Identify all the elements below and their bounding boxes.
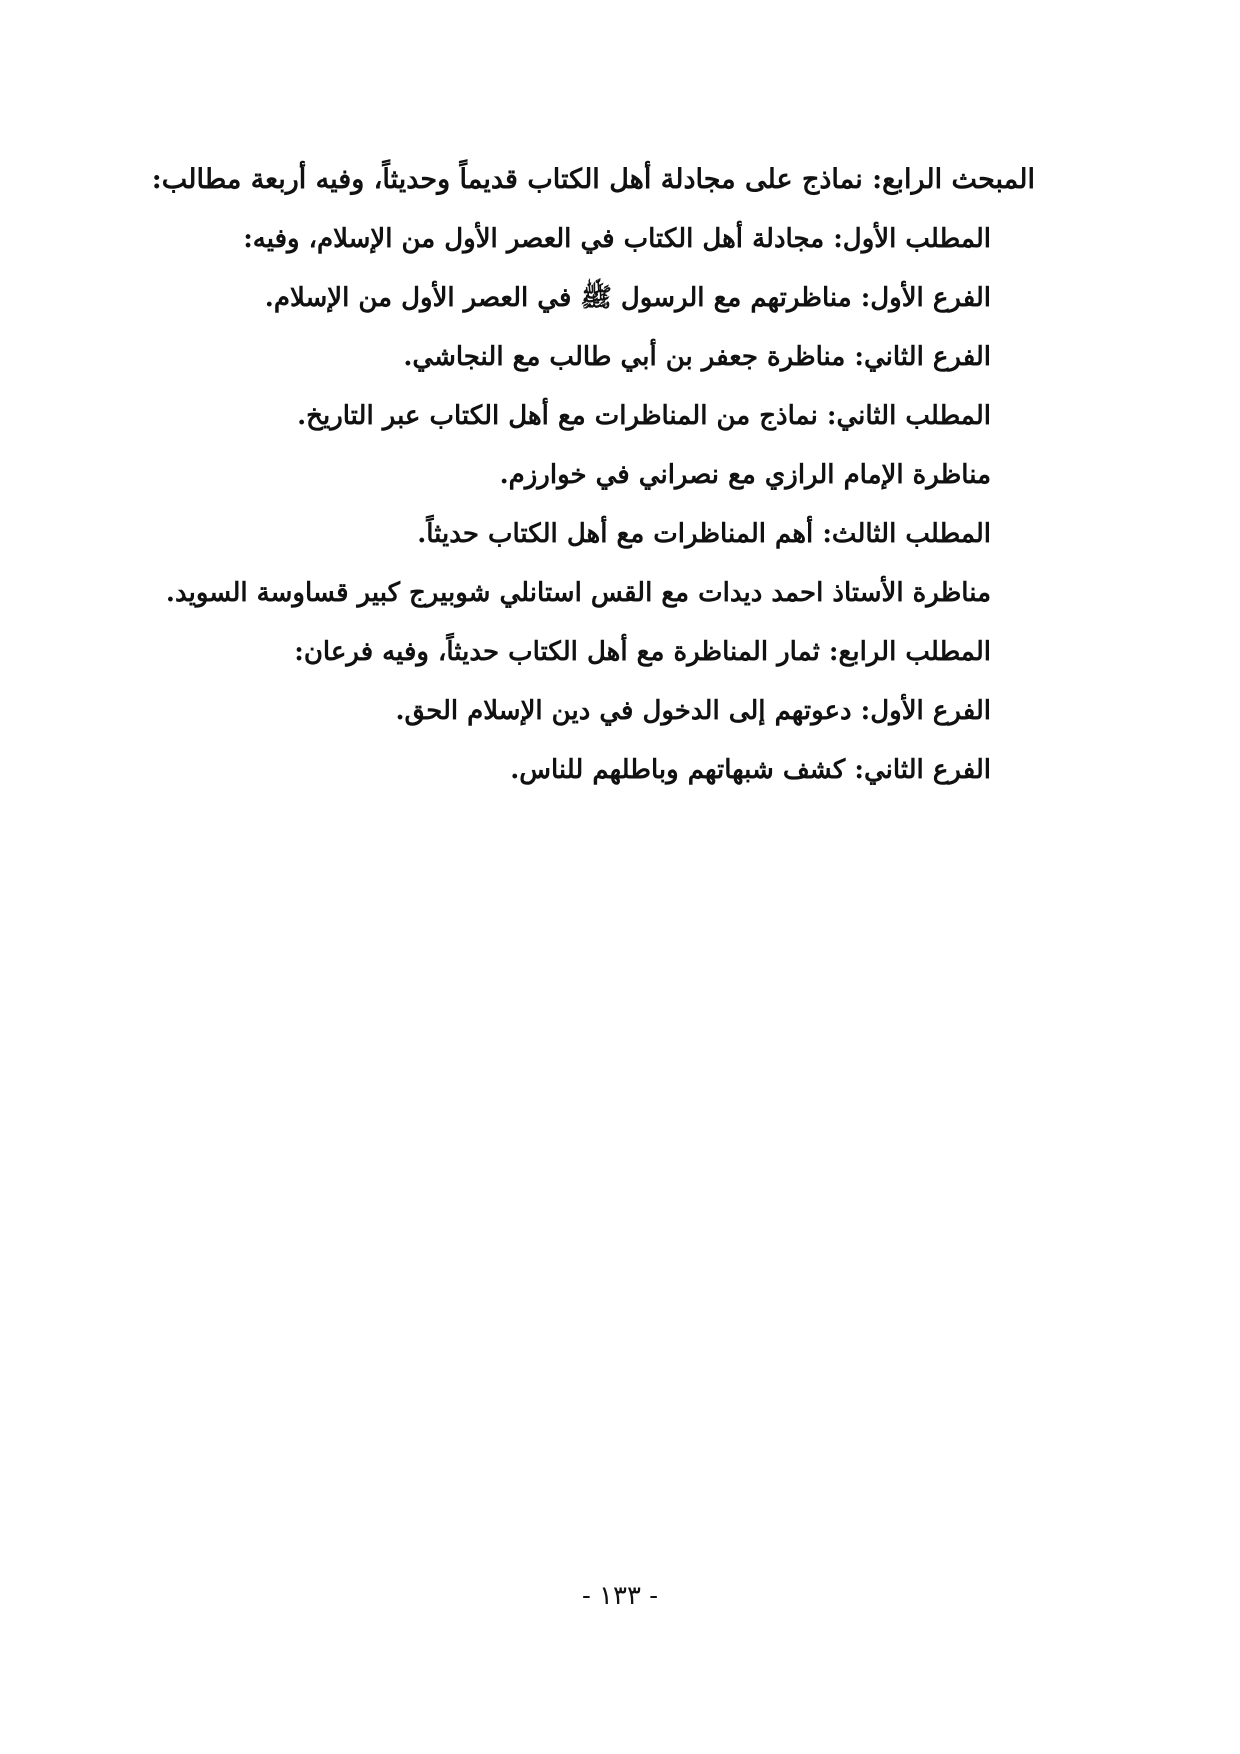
branch-first-invitation: الفرع الأول: دعوتهم إلى الدخول في دين الإسلام الحق. — [395, 696, 991, 726]
section-heading-fourth-topic: المبحث الرابع: نماذج على مجادلة أهل الكتاب قديماً وحديثاً، وفيه أربعة مطالب: — [151, 164, 1035, 195]
item-razi-debate: مناظرة الإمام الرازي مع نصراني في خوارزم. — [499, 460, 991, 490]
item-deedat-debate: مناظرة الأستاذ احمد ديدات مع القس استانلي شوبيرج كبير قساوسة السويد. — [165, 578, 991, 608]
branch-second-jafar-najashi: الفرع الثاني: مناظرة جعفر بن أبي طالب مع النجاشي. — [403, 342, 991, 372]
subsection-fourth-requirement: المطلب الرابع: ثمار المناظرة مع أهل الكتاب حديثاً، وفيه فرعان: — [294, 637, 991, 667]
subsection-first-requirement: المطلب الأول: مجادلة أهل الكتاب في العصر الأول من الإسلام، وفيه: — [243, 224, 991, 254]
subsection-second-requirement: المطلب الثاني: نماذج من المناظرات مع أهل الكتاب عبر التاريخ. — [297, 401, 991, 431]
subsection-third-requirement: المطلب الثالث: أهم المناظرات مع أهل الكتاب حديثاً. — [417, 519, 991, 549]
branch-first-debate-prophet: الفرع الأول: مناظرتهم مع الرسول ﷺ في العصر الأول من الإسلام. — [264, 283, 991, 313]
branch-second-exposing: الفرع الثاني: كشف شبهاتهم وباطلهم للناس. — [510, 755, 991, 785]
page-number: - ١٣٣ - — [581, 1581, 659, 1611]
